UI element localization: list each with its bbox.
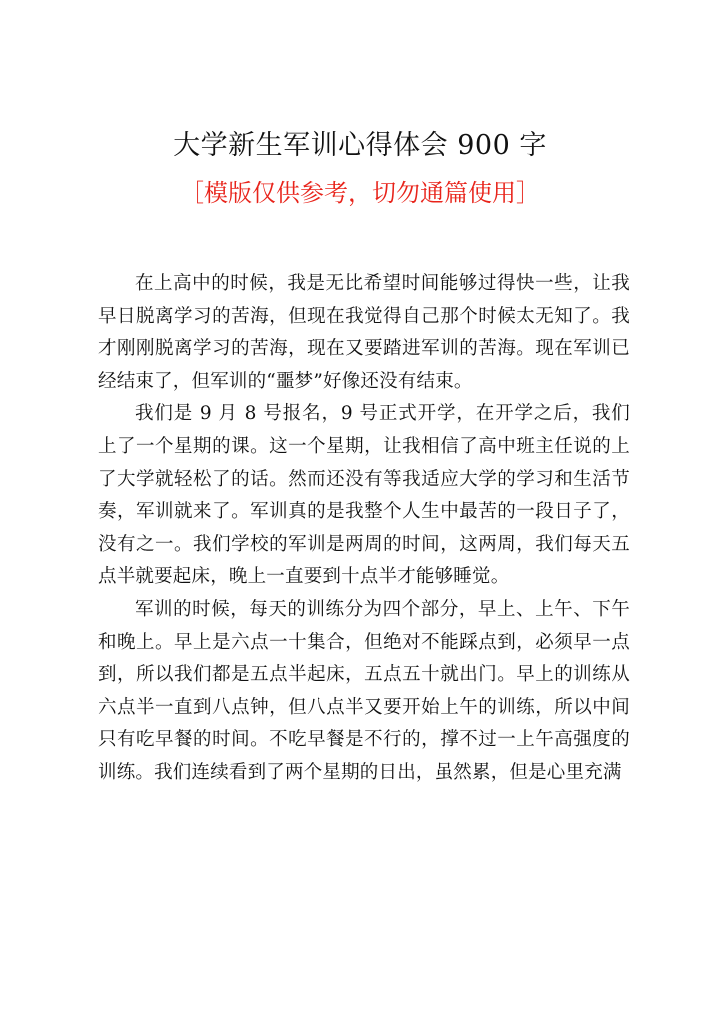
paragraph-1: 在上高中的时候，我是无比希望时间能够过得快一些，让我早日脱离学习的苦海，但现在我觉得自己那个时候太无知了。我才刚刚脱离学习的苦海，现在又要踏进军训的苦海。现在军训已经结束了，但军训的“噩梦”好像还没有结束。	[98, 273, 630, 392]
paragraph-3: 军训的时候，每天的训练分为四个部分，早上、上午、下午和晚上。早上是六点一十集合，但绝对不能踩点到，必须早一点到，所以我们都是五点半起床，五点五十就出门。早上的训练从六点半一直到八点钟，但八点半又要开始上午的训练，所以中间只有吃早餐的时间。不吃早餐是不行的，撑不过一上午高强度的训练。我们连续看到了两个星期的日出，虽然累，但是心里充满	[98, 598, 630, 783]
document-title: 大学新生军训心得体会 900 字	[173, 130, 547, 161]
template-notice: ［模版仅供参考，切勿通篇使用］	[180, 179, 540, 207]
paragraph-2: 我们是 9 月 8 号报名，9 号正式开学，在开学之后，我们上了一个星期的课。这一个星期，让我相信了高中班主任说的上了大学就轻松了的话。然而还没有等我适应大学的学习和生活节奏，军训就来了。军训真的是我整个人生中最苦的一段日子了，没有之一。我们学校的军训是两周的时间，这两周，我们每天五点半就要起床，晚上一直要到十点半才能够睡觉。	[98, 403, 630, 588]
document-body	[98, 268, 630, 790]
